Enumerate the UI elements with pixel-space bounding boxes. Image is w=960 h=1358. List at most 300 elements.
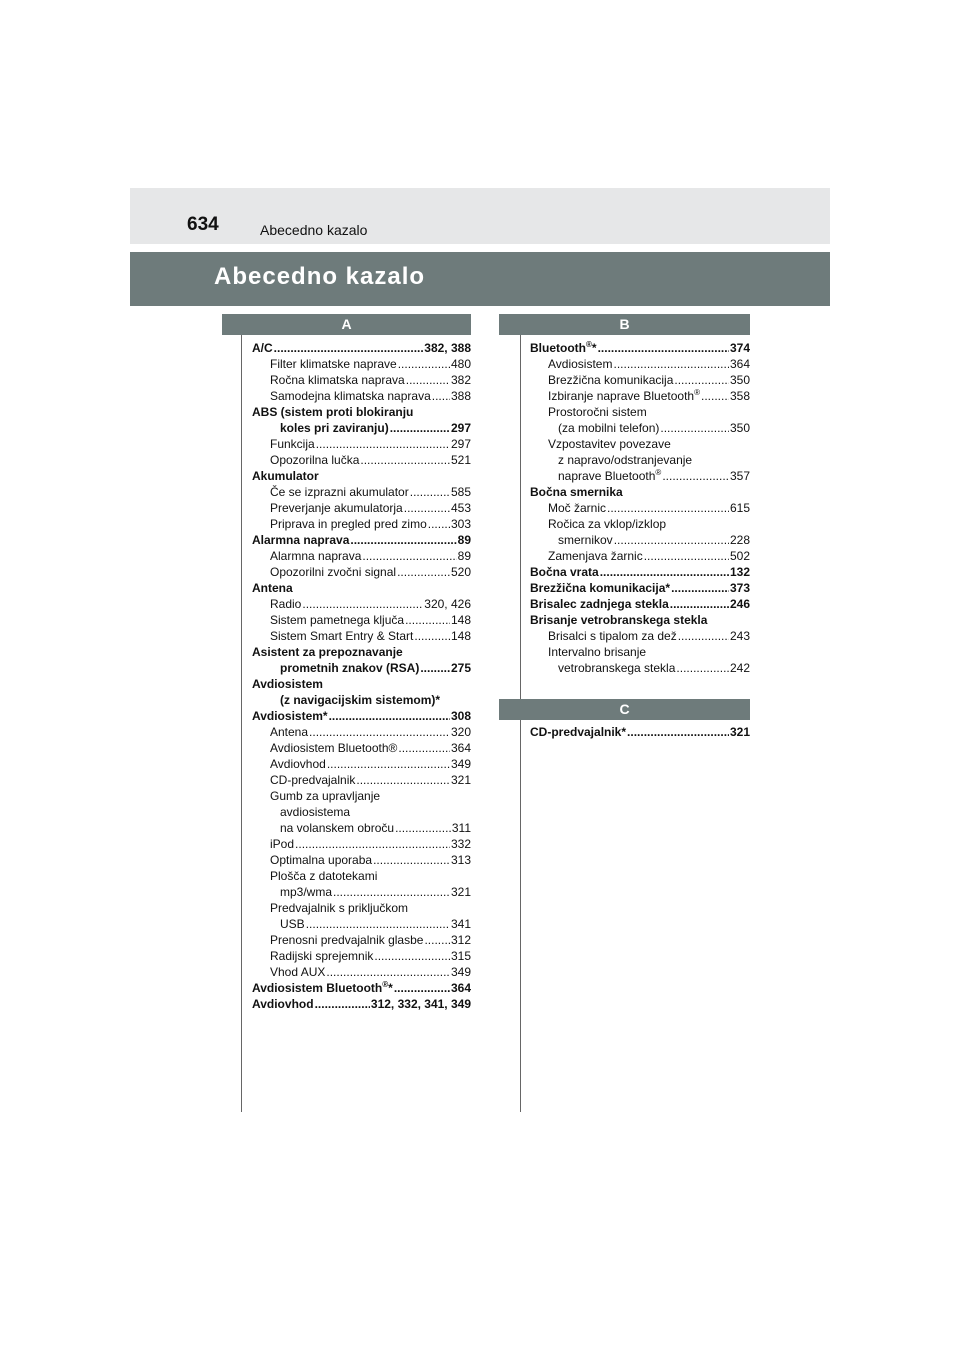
index-entry-text: (za mobilni telefon) [558,421,660,435]
index-entry-text: Sistem Smart Entry & Start [270,629,414,643]
leader-dots [398,356,450,372]
index-entry [252,628,471,644]
index-entry-term [252,340,273,356]
index-entry-text: vetrobranskega stekla [558,661,676,675]
index-entry [530,516,750,532]
index-entry-page: 303 [450,517,471,531]
running-title: Abecedno kazalo [260,222,368,238]
index-entry-text: Priprava in pregled pred zimo [270,517,427,531]
index-entry-text: Gumb za upravljanje [270,789,381,803]
index-entry-text: Bočna vrata [530,565,599,579]
index-entry [252,452,471,468]
index-entry-page: 350 [729,421,750,435]
leader-dots [326,964,450,980]
index-column-c [530,724,750,740]
index-entry [252,756,471,772]
index-entry-text: (z navigacijskim sistemom)* [280,693,441,707]
index-entry [530,580,750,596]
leader-dots [350,532,456,548]
index-entry-text: ABS (sistem proti blokiranju [252,405,414,419]
index-entry-page: 480 [450,357,471,371]
index-entry-page: 321 [729,725,750,739]
index-entry [530,500,750,516]
index-entry [530,596,750,612]
leader-dots [662,468,729,484]
index-entry-text: Vzpostavitev povezave [548,437,671,451]
index-entry [252,420,471,436]
index-entry-text: naprave Bluetooth [558,469,656,483]
index-entry-page: 321 [450,885,471,899]
index-entry-term [558,468,661,484]
index-entry [252,836,471,852]
index-entry-term [270,788,380,804]
index-entry-text: na volanskem obroču [280,821,395,835]
index-entry-page: 89 [457,549,471,563]
leader-dots [398,740,450,756]
index-entry-term [252,580,293,596]
index-entry-text: A/C [252,341,273,355]
leader-dots [424,932,450,948]
leader-dots [671,580,729,596]
registered-mark: ® [655,468,662,477]
index-entry-term [280,820,394,836]
index-entry-term [548,548,643,564]
index-entry-text: Prenosni predvajalnik glasbe [270,933,424,947]
index-entry-term [270,852,372,868]
index-entry-suffix: * [388,981,393,995]
index-entry-page: 453 [450,501,471,515]
leader-dots [644,548,729,564]
index-entry-page: 349 [450,757,471,771]
index-entry-term [548,644,646,660]
index-entry [252,372,471,388]
index-entry [252,692,471,708]
index-entry-page: 364 [450,981,471,995]
leader-dots [428,516,450,532]
section-header-c: C [499,699,750,720]
index-entry-term [548,628,677,644]
leader-dots [397,564,450,580]
index-entry-page: 297 [450,437,471,451]
index-entry-term [548,436,671,452]
index-entry-page: 313 [450,853,471,867]
index-entry [530,404,750,420]
index-entry-term [270,388,431,404]
index-entry-term [270,436,315,452]
index-entry-term [530,564,599,580]
index-entry-text: Če se izprazni akumulator [270,485,409,499]
index-entry-text: Brisanje vetrobranskega stekla [530,613,708,627]
index-entry-term [270,900,408,916]
index-entry-term [270,724,308,740]
index-entry-page: 502 [729,549,750,563]
index-entry-term [270,772,355,788]
index-entry-term [252,644,403,660]
index-entry-term [252,532,349,548]
index-entry [252,388,471,404]
page-title: Abecedno kazalo [214,263,426,290]
index-entry-term [558,660,675,676]
index-entry [252,436,471,452]
leader-dots [701,388,729,404]
index-entry-text: Alarmna naprava [270,549,362,563]
index-entry-page: 148 [450,613,471,627]
index-entry [252,564,471,580]
index-entry-text: Opozorilna lučka [270,453,360,467]
index-entry-text: Predvajalnik s priključkom [270,901,409,915]
index-entry [252,708,471,724]
index-entry [252,996,471,1012]
index-entry-text: USB [280,917,305,931]
index-entry-page: 382 [450,373,471,387]
index-entry-text: Opozorilni zvočni signal [270,565,397,579]
index-entry-term [530,724,626,740]
index-entry [252,884,471,900]
leader-dots [410,484,450,500]
index-entry-term [270,948,373,964]
leader-dots [390,420,450,436]
index-entry-text: Ročna klimatska naprava [270,373,405,387]
index-entry [252,948,471,964]
index-entry-text: CD-predvajalnik [270,773,356,787]
index-entry [252,932,471,948]
index-entry-page: 585 [450,485,471,499]
index-entry-page: 364 [729,357,750,371]
leader-dots [394,980,450,996]
leader-dots [674,372,729,388]
leader-dots [302,596,423,612]
index-entry-text: Ročica za vklop/izklop [548,517,667,531]
index-entry-term [270,868,377,884]
index-entry [530,340,750,356]
index-entry-page: 132 [729,565,750,579]
index-entry [252,724,471,740]
index-entry-term [270,596,301,612]
index-entry-text: Avdiosistem [548,357,613,371]
index-entry-term [270,612,404,628]
index-entry-text: Radijski sprejemnik [270,949,374,963]
index-entry-term [270,500,403,516]
index-entry-text: prometnih znakov (RSA) [280,661,420,675]
index-entry-term [530,612,707,628]
index-entry-term [270,964,325,980]
index-entry-page: 373 [729,581,750,595]
index-entry [252,868,471,884]
index-entry-text: Bluetooth [530,341,586,355]
index-entry-text: mp3/wma [280,885,333,899]
index-entry-page: 374 [729,341,750,355]
index-entry [252,500,471,516]
index-entry-term [270,756,326,772]
index-entry-text: Brezžična komunikacija* [530,581,671,595]
index-column-a [252,340,471,1012]
index-entry-page: 148 [450,629,471,643]
leader-dots [406,372,450,388]
index-entry-term [530,340,597,356]
index-entry [530,372,750,388]
index-entry-term [280,420,389,436]
index-entry [252,612,471,628]
index-entry-page: 388 [450,389,471,403]
index-entry-text: Moč žarnic [548,501,607,515]
index-entry [252,804,471,820]
index-entry [252,516,471,532]
leader-dots [432,388,450,404]
index-entry-term [280,804,350,820]
index-entry [252,676,471,692]
index-entry [530,644,750,660]
index-entry-page: 320 [450,725,471,739]
index-entry-term [252,404,413,420]
index-entry-term [270,372,405,388]
index-entry-text: Akumulator [252,469,319,483]
index-entry-term [280,884,332,900]
leader-dots [660,420,729,436]
index-entry-page: 297 [450,421,471,435]
index-entry-term [530,580,670,596]
index-entry-text: Vhod AUX [270,965,326,979]
index-entry [252,548,471,564]
index-entry-page: 89 [457,533,471,547]
index-entry-text: Avdiosistem Bluetooth® [270,741,398,755]
index-entry-term [548,516,666,532]
index-entry-text: Avdiosistem [252,677,323,691]
index-entry-term [252,996,314,1012]
index-entry-text: Avdiosistem Bluetooth [252,981,383,995]
index-entry [252,468,471,484]
index-entry-term [548,404,647,420]
index-entry-text: Avdiovhod [270,757,326,771]
index-entry-page: 350 [729,373,750,387]
index-entry-term [252,980,393,996]
index-entry-text: Antena [252,581,293,595]
index-entry [530,628,750,644]
leader-dots [360,452,450,468]
index-entry-page: 349 [450,965,471,979]
registered-mark: ® [586,340,592,349]
index-column-b [530,340,750,676]
index-entry-page: 275 [450,661,471,675]
index-entry-term [280,692,440,708]
index-entry [530,356,750,372]
index-entry-text: Sistem pametnega ključa [270,613,405,627]
leader-dots [356,772,450,788]
index-entry-text: Avdiosistem* [252,709,328,723]
index-entry-page: 382, 388 [424,341,471,355]
index-entry [530,564,750,580]
index-entry [252,820,471,836]
index-entry [530,724,750,740]
leader-dots [598,340,729,356]
index-entry [530,612,750,628]
index-entry-page: 242 [729,661,750,675]
index-entry-text: koles pri zaviranju) [280,421,389,435]
index-entry [252,644,471,660]
column-divider-right [520,332,521,1112]
index-entry-page: 520 [450,565,471,579]
leader-dots [613,356,728,372]
index-entry [252,900,471,916]
leader-dots [405,612,450,628]
index-entry [530,660,750,676]
leader-dots [414,628,450,644]
index-entry-text: Filter klimatske naprave [270,357,397,371]
leader-dots [327,756,450,772]
index-entry-term [252,468,319,484]
index-entry [530,532,750,548]
index-entry-page: 357 [729,469,750,483]
index-entry-term [548,500,606,516]
index-entry [252,404,471,420]
index-entry-term [558,532,613,548]
index-entry [530,452,750,468]
index-entry-term [270,564,396,580]
index-entry [252,660,471,676]
index-entry-page: 312 [450,933,471,947]
leader-dots [329,708,450,724]
index-entry-term [270,836,294,852]
index-entry-term [530,484,623,500]
leader-dots [676,660,729,676]
leader-dots [627,724,729,740]
index-entry-term [558,452,692,468]
index-entry-text: Antena [270,725,309,739]
page-number: 634 [187,214,219,235]
index-entry-page: 521 [450,453,471,467]
index-entry-term [548,372,673,388]
header-band [130,188,830,244]
index-entry-term [270,452,359,468]
index-entry-page: 246 [729,597,750,611]
index-entry-text: Radio [270,597,302,611]
index-entry [252,580,471,596]
index-entry-page: 341 [450,917,471,931]
leader-dots [420,660,450,676]
index-entry-text: iPod [270,837,295,851]
index-entry-text: Bočna smernika [530,485,623,499]
leader-dots [404,500,450,516]
leader-dots [614,532,729,548]
leader-dots [670,596,729,612]
index-entry-text: Plošča z datotekami [270,869,378,883]
index-entry [530,548,750,564]
leader-dots [373,852,450,868]
index-entry-text: Izbiranje naprave Bluetooth [548,389,695,403]
index-entry-text: Prostoročni sistem [548,405,647,419]
index-entry [252,340,471,356]
leader-dots [333,884,450,900]
index-entry-text: z napravo/odstranjevanje [558,453,693,467]
leader-dots [316,436,450,452]
column-divider-left [241,332,242,1112]
leader-dots [295,836,450,852]
section-header-b: B [499,314,750,335]
index-entry [252,356,471,372]
index-entry-page: 321 [450,773,471,787]
leader-dots [678,628,729,644]
index-entry-text: Optimalna uporaba [270,853,373,867]
index-entry [252,596,471,612]
leader-dots [395,820,451,836]
index-entry-page: 312, 332, 341, 349 [370,997,471,1011]
leader-dots [374,948,450,964]
index-entry [252,740,471,756]
index-entry-term [252,676,323,692]
registered-mark: ® [382,980,389,989]
index-entry-text: Intervalno brisanje [548,645,647,659]
index-entry-term [270,356,397,372]
index-entry-page: 243 [729,629,750,643]
index-entry [530,388,750,404]
index-entry-term [270,740,397,756]
index-entry [530,420,750,436]
index-entry-term [270,628,413,644]
index-entry-term [548,388,700,404]
index-entry-text: Zamenjava žarnic [548,549,643,563]
index-entry-page: 311 [451,821,471,835]
index-entry [530,468,750,484]
index-entry-text: Samodejna klimatska naprava [270,389,431,403]
index-entry-term [280,916,305,932]
index-entry-text: Alarmna naprava [252,533,350,547]
index-entry [252,772,471,788]
index-entry [252,532,471,548]
index-entry-text: Brezžična komunikacija [548,373,674,387]
section-header-a: A [222,314,471,335]
index-entry-text: Brisalci s tipalom za dež [548,629,677,643]
index-entry-term [270,932,423,948]
leader-dots [600,564,729,580]
registered-mark: ® [694,388,701,397]
index-entry-page: 308 [450,709,471,723]
leader-dots [309,724,450,740]
index-entry-page: 358 [729,389,750,403]
leader-dots [362,548,456,564]
leader-dots [607,500,729,516]
index-entry-term [270,548,361,564]
index-entry-page: 320, 426 [424,597,471,611]
index-entry-term [280,660,419,676]
index-entry-text: CD-predvajalnik* [530,725,627,739]
index-entry-term [558,420,659,436]
index-entry-page: 364 [450,741,471,755]
index-entry-term [270,516,427,532]
index-entry [252,788,471,804]
index-entry-text: Asistent za prepoznavanje [252,645,403,659]
index-entry [252,916,471,932]
index-entry-term [252,708,328,724]
index-entry-text: avdiosistema [280,805,351,819]
index-entry [252,964,471,980]
index-entry [530,436,750,452]
leader-dots [315,996,370,1012]
index-entry-text: Funkcija [270,437,315,451]
index-entry-text: smernikov [558,533,613,547]
leader-dots [306,916,450,932]
index-entry-page: 615 [729,501,750,515]
index-entry [252,980,471,996]
index-entry [252,852,471,868]
index-entry-term [548,356,612,372]
index-entry-text: Brisalec zadnjega stekla [530,597,669,611]
index-entry-page: 332 [450,837,471,851]
index-entry-term [270,484,409,500]
index-entry-page: 315 [450,949,471,963]
index-entry [252,484,471,500]
index-entry-suffix: * [591,341,597,355]
index-entry-page: 228 [729,533,750,547]
index-entry [530,484,750,500]
